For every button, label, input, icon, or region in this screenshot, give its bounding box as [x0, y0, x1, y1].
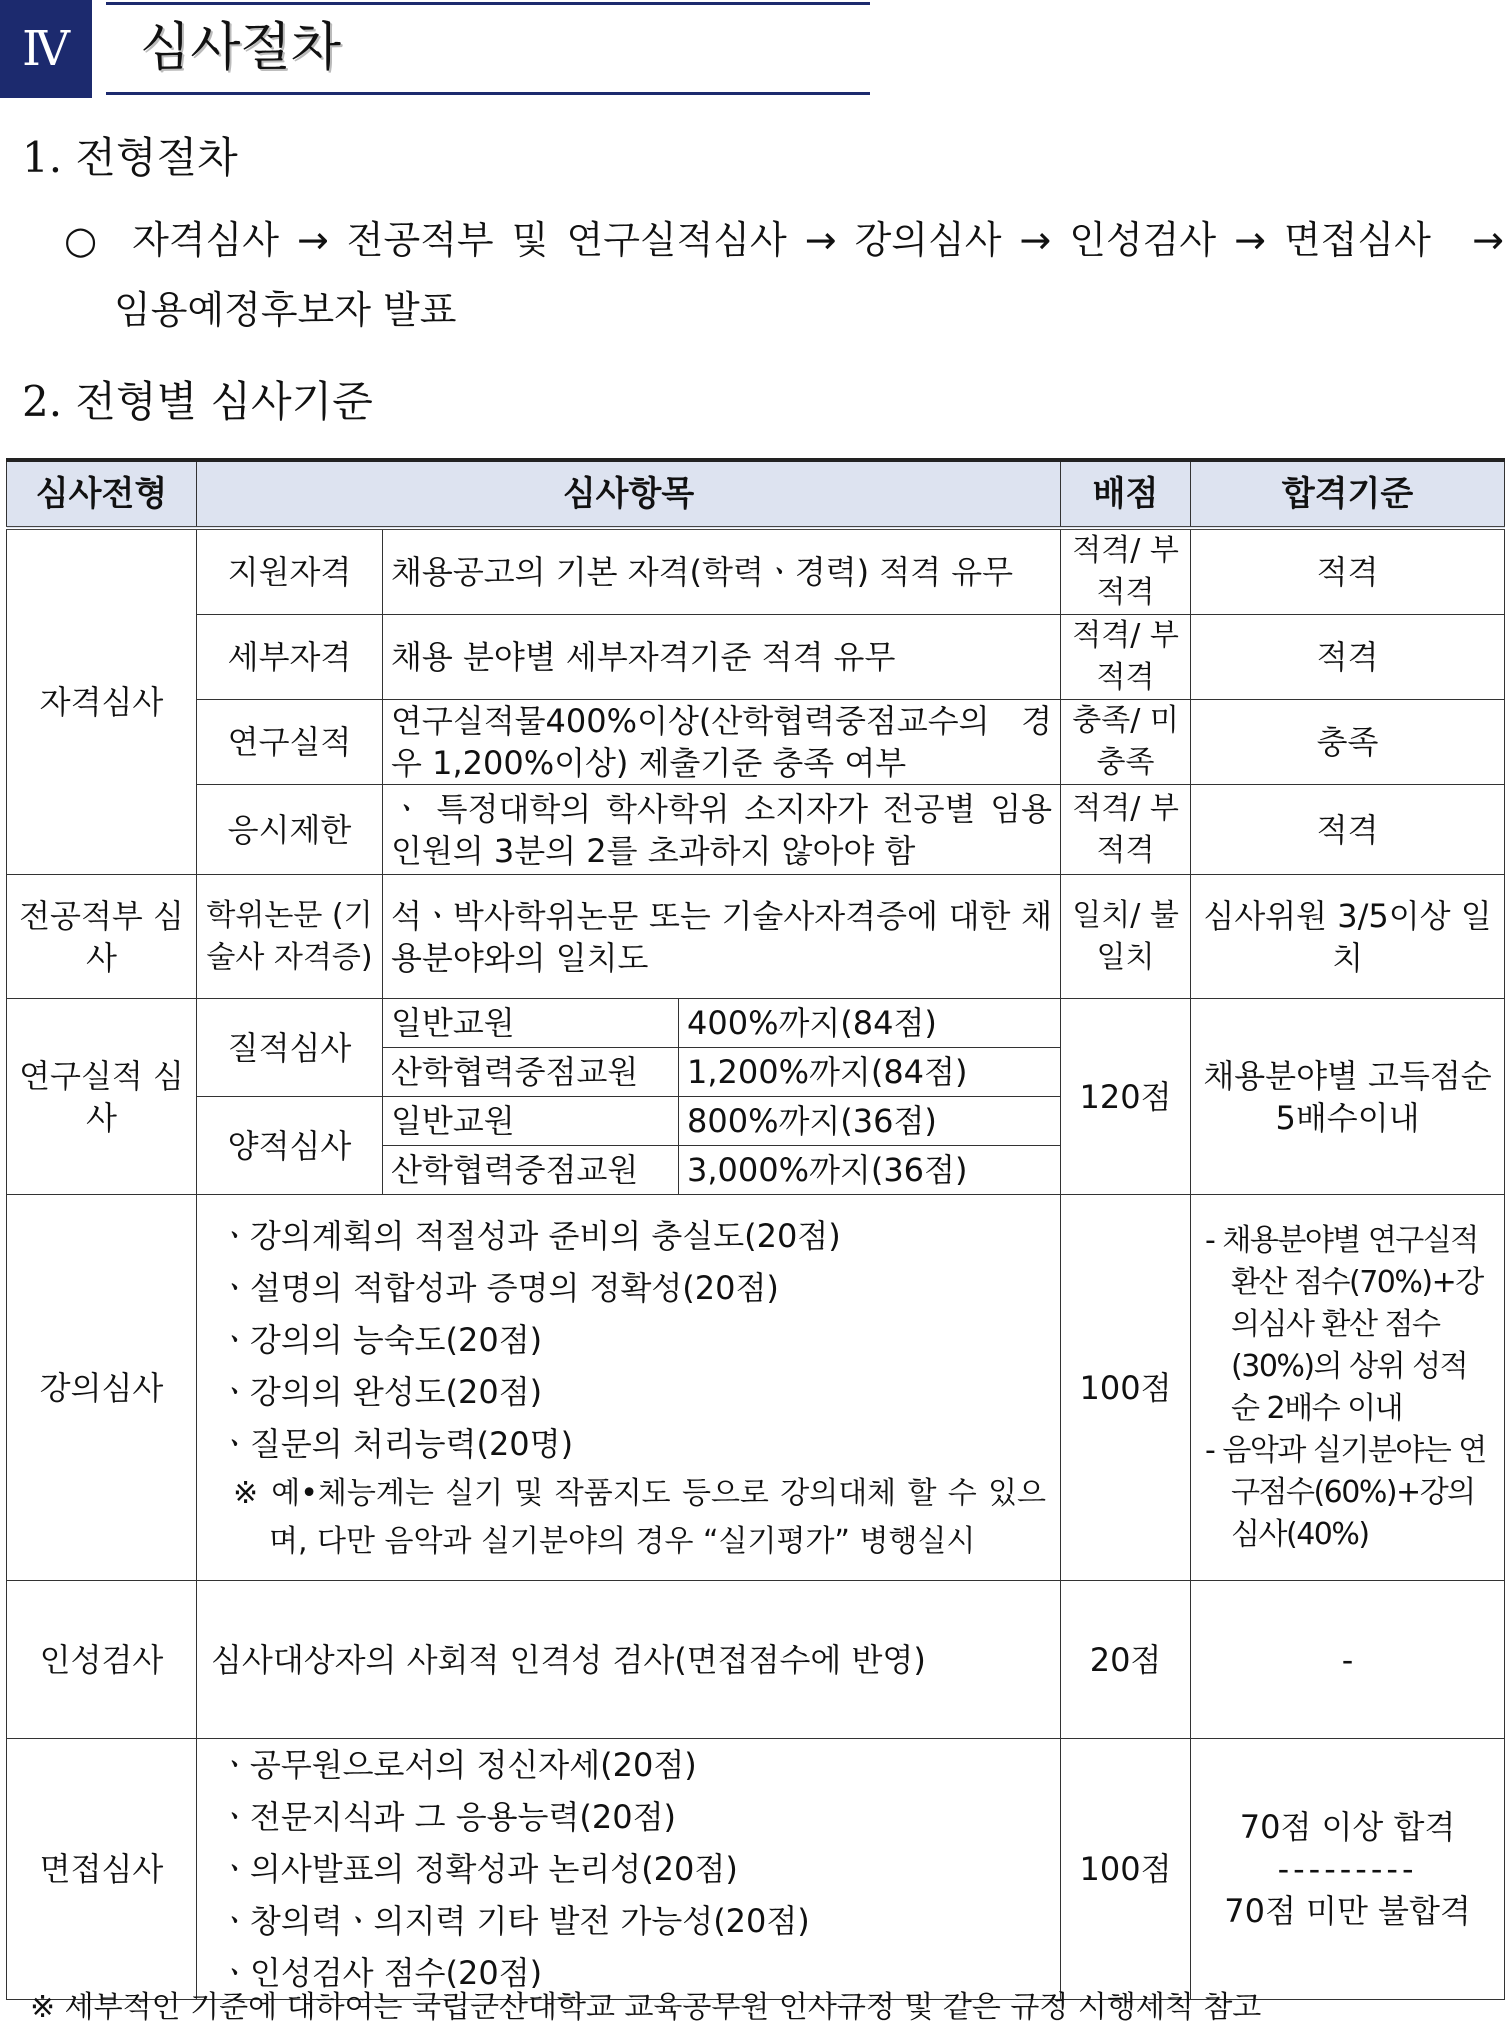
heading-criteria: 2. 전형별 심사기준: [22, 377, 373, 426]
step-lecture: 강의심사: [854, 218, 1002, 262]
stage-personality: 인성검사: [7, 1581, 197, 1739]
list-item: ㆍ설명의 적합성과 증명의 정확성(20점): [219, 1268, 779, 1307]
interview-pass: 70점 이상 합격: [1239, 1808, 1456, 1846]
item-cell: 질적심사: [197, 999, 383, 1097]
arrow-right-icon: →: [1472, 218, 1504, 262]
procedure-flow: [64, 212, 1504, 268]
score-cell: 일치/ 불일치: [1061, 875, 1191, 999]
limit-cell: 800%까지(36점): [679, 1097, 1061, 1146]
pass-cell: [1191, 1739, 1505, 2000]
col-pass: 합격기준: [1191, 460, 1505, 528]
desc-cell: 채용공고의 기본 자격(학력ㆍ경력) 적격 유무: [383, 528, 1061, 615]
desc-cell: 연구실적물400%이상(산학협력중점교수의 경우 1,200%이상) 제출기준 충족 여부: [383, 700, 1061, 785]
desc-cell: 심사대상자의 사회적 인격성 검사(면접점수에 반영): [197, 1581, 1061, 1739]
section-number: Ⅳ: [0, 0, 92, 98]
step-major-research: 전공적부 및 연구실적심사: [346, 218, 787, 262]
header-rule-top: [106, 2, 870, 5]
stage-major: 전공적부 심사: [7, 875, 197, 999]
table-row: [7, 1739, 1505, 2000]
header-rule-bottom: [106, 92, 870, 95]
score-cell: 100점: [1061, 1739, 1191, 2000]
stage-research: 연구실적 심사: [7, 999, 197, 1195]
table-row: [7, 1581, 1505, 1739]
pass-cell: 적격: [1191, 528, 1505, 615]
type-cell: 산학협력중점교원: [383, 1048, 679, 1097]
stage-qualification: 자격심사: [7, 528, 197, 875]
footnote: ※ 세부적인 기준에 대하여는 국립군산대학교 교육공무원 인사규정 및 같은 규정 시행세칙 참고: [30, 1990, 1262, 2025]
lecture-pass-criteria: [1205, 1220, 1494, 1556]
desc-cell: ㆍ 특정대학의 학사학위 소지자가 전공별 임용인원의 3분의 2를 초과하지 않아야 함: [383, 785, 1061, 875]
stage-interview: 면접심사: [7, 1739, 197, 2000]
item-cell: 연구실적: [197, 700, 383, 785]
item-cell: 지원자격: [197, 528, 383, 615]
score-cell: 20점: [1061, 1581, 1191, 1739]
criteria-table: [6, 458, 1505, 2000]
lecture-items-cell: [197, 1195, 1061, 1581]
lecture-items: [219, 1210, 1046, 1470]
interview-items-cell: [197, 1739, 1061, 2000]
list-item: ㆍ인성검사 점수(20점): [219, 1954, 543, 1992]
desc-cell: 채용 분야별 세부자격기준 적격 유무: [383, 615, 1061, 700]
score-cell: 충족/ 미충족: [1061, 700, 1191, 785]
pass-cell: -: [1191, 1581, 1505, 1739]
table-header-row: [7, 460, 1505, 528]
pass-cell: 채용분야별 고득점순 5배수이내: [1191, 999, 1505, 1195]
desc-cell: 석ㆍ박사학위논문 또는 기술사자격증에 대한 채용분야와의 일치도: [383, 875, 1061, 999]
pass-divider: ---------: [1277, 1850, 1418, 1888]
table-row: [7, 999, 1505, 1048]
score-cell: 적격/ 부적격: [1061, 528, 1191, 615]
type-cell: 산학협력중점교원: [383, 1146, 679, 1195]
pass-criterion-1: - 채용분야별 연구실적 환산 점수(70%)+강의심사 환산 점수(30%)의 상위 성적순 2배수 이내: [1205, 1222, 1483, 1426]
type-cell: 일반교원: [383, 999, 679, 1048]
step-announcement: 임용예정후보자 발표: [114, 288, 457, 332]
section-title: 심사절차: [140, 18, 341, 78]
arrow-right-icon: →: [804, 218, 837, 262]
col-score: 배점: [1061, 460, 1191, 528]
score-cell: 100점: [1061, 1195, 1191, 1581]
item-cell: 응시제한: [197, 785, 383, 875]
type-cell: 일반교원: [383, 1097, 679, 1146]
table-row: [7, 700, 1505, 785]
pass-cell: 적격: [1191, 615, 1505, 700]
limit-cell: 400%까지(84점): [679, 999, 1061, 1048]
score-cell: 적격/ 부적격: [1061, 615, 1191, 700]
list-item: ㆍ강의의 능숙도(20점): [219, 1320, 543, 1359]
arrow-right-icon: →: [1019, 218, 1052, 262]
step-interview: 면접심사: [1283, 218, 1431, 262]
item-cell: 세부자격: [197, 615, 383, 700]
heading-selection-procedure: 1. 전형절차: [22, 133, 238, 182]
table-row: [7, 528, 1505, 615]
pass-cell: 충족: [1191, 700, 1505, 785]
item-cell: 학위논문 (기술사 자격증): [197, 875, 383, 999]
interview-fail: 70점 미만 불합격: [1224, 1892, 1471, 1930]
section-header: [0, 0, 870, 98]
step-personality: 인성검사: [1069, 218, 1217, 262]
list-item: ㆍ강의계획의 적절성과 준비의 충실도(20점): [219, 1216, 841, 1255]
step-qualification: 자격심사: [132, 218, 279, 262]
score-cell: 120점: [1061, 999, 1191, 1195]
pass-cell: [1191, 1195, 1505, 1581]
list-item: ㆍ강의의 완성도(20점): [219, 1372, 543, 1411]
list-item: ㆍ질문의 처리능력(20명): [219, 1424, 574, 1463]
lecture-note: ※ 예•체능계는 실기 및 작품지도 등으로 강의대체 할 수 있으며, 다만 음악과 실기분야의 경우 “실기평가” 병행실시: [233, 1475, 1047, 1559]
col-stage: 심사전형: [7, 460, 197, 528]
stage-lecture: 강의심사: [7, 1195, 197, 1581]
pass-cell: 심사위원 3/5이상 일치: [1191, 875, 1505, 999]
list-item: ㆍ의사발표의 정확성과 논리성(20점): [219, 1850, 738, 1888]
table-row: [7, 875, 1505, 999]
list-item: ㆍ전문지식과 그 응용능력(20점): [219, 1798, 676, 1836]
interview-items: [219, 1739, 1046, 1999]
score-cell: 적격/ 부적격: [1061, 785, 1191, 875]
table-row: [7, 785, 1505, 875]
item-cell: 양적심사: [197, 1097, 383, 1195]
pass-cell: 적격: [1191, 785, 1505, 875]
limit-cell: 3,000%까지(36점): [679, 1146, 1061, 1195]
pass-criterion-2: - 음악과 실기분야는 연구점수(60%)+강의심사(40%): [1205, 1432, 1486, 1552]
table-row: [7, 1195, 1505, 1581]
arrow-right-icon: →: [1234, 218, 1266, 262]
bullet-icon: ○: [64, 218, 98, 262]
table-row: [7, 615, 1505, 700]
list-item: ㆍ창의력ㆍ의지력 기타 발전 가능성(20점): [219, 1902, 810, 1940]
col-items: 심사항목: [197, 460, 1061, 528]
list-item: ㆍ공무원으로서의 정신자세(20점): [219, 1746, 697, 1784]
arrow-right-icon: →: [296, 218, 329, 262]
limit-cell: 1,200%까지(84점): [679, 1048, 1061, 1097]
